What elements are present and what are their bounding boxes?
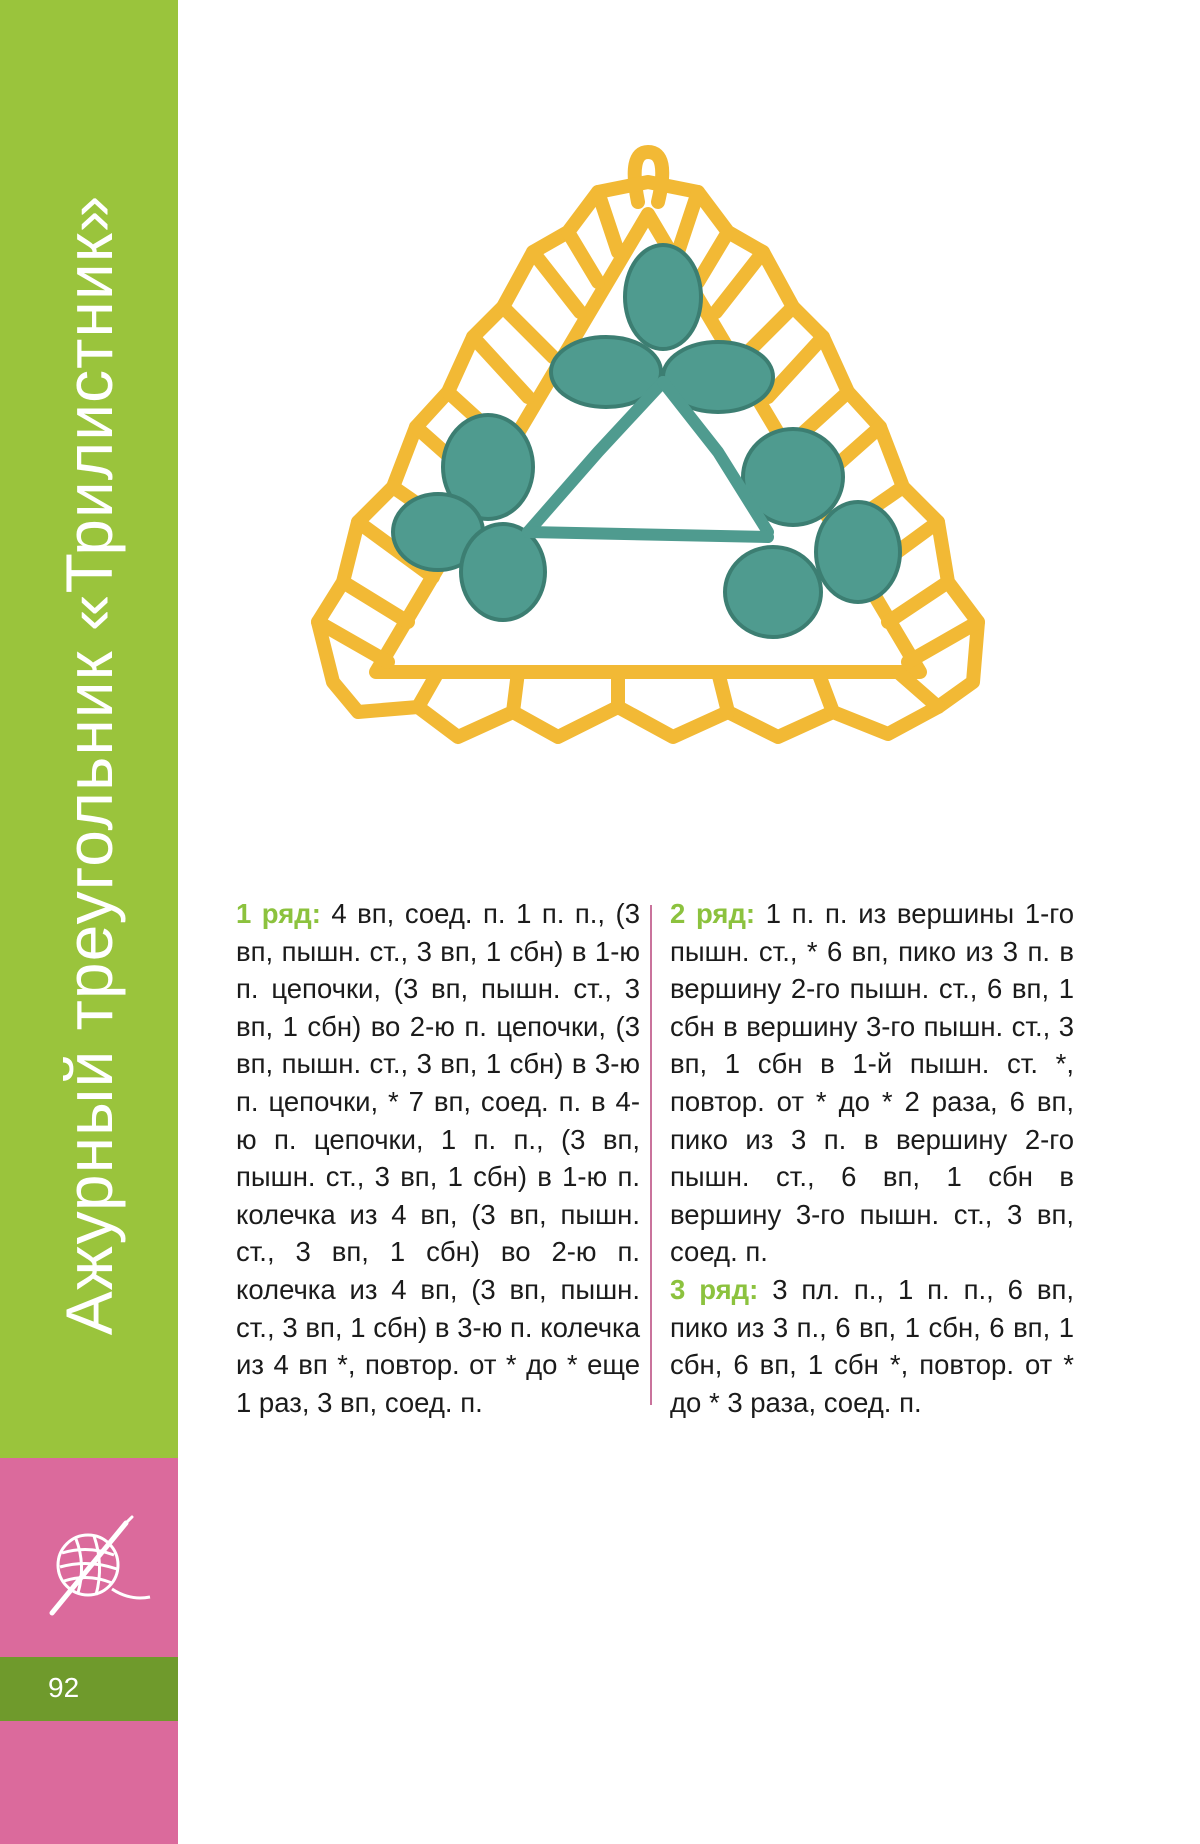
row-1-label: 1 ряд:: [236, 898, 321, 929]
instructions-right-column: [670, 895, 1074, 1421]
row-3-label: 3 ряд:: [670, 1273, 759, 1305]
page-title: Ажурный треугольник «Трилистник»: [52, 194, 126, 1336]
row-3-instruction: [670, 1271, 1074, 1421]
row-2-instruction: [670, 895, 1074, 1271]
instructions-left-column: [236, 895, 640, 1421]
row-1-text: 4 вп, соед. п. 1 п. п., (3 вп, пышн. ст., 3 вп, 1 сбн) в 1-ю п. цепочки, (3 вп, пышн. ст., 3 вп, 1 сбн) во 2-ю п. цепочки, (3 вп, пышн. ст., 3 вп, 1 сбн) в 3-ю п. цепочки, * 7 вп, соед. п. в 4-ю п. цепочки, 1 п. п., (3 вп, пышн. ст., 3 вп, 1 сбн) в 1-ю п. колечка из 4 вп, (3 вп, пышн. ст., 3 вп, 1 сбн) во 2-ю п. колечка из 4 вп, (3 вп, пышн. ст., 3 вп, 1 сбн) в 3-ю п. колечка из 4 вп *, повтор. от * до * еще 1 раз, 3 вп, соед. п.: [236, 898, 640, 1418]
column-divider: [650, 905, 652, 1405]
yarn-ball-hook-icon: [38, 1505, 158, 1625]
row-1-instruction: [236, 895, 640, 1421]
row-2-text: 1 п. п. из вершины 1-го пышн. ст., * 6 вп, пико из 3 п. в вершину 2-го пышн. ст., 6 вп, 1 сбн в вершину 3-го пышн. ст., 3 вп, 1 сбн в 1-й пышн. ст. *, повтор. от * до * 2 раза, 6 вп, пико из 3 п. в вершину 2-го пышн. ст., 6 вп, 1 сбн в вершину 3-го пышн. ст., 3 вп, соед. п.: [670, 898, 1075, 1268]
crochet-motif-photo: [298, 122, 998, 782]
row-2-label: 2 ряд:: [670, 898, 756, 929]
row-3-text: 3 пл. п., 1 п. п., 6 вп, пико из 3 п., 6 вп, 1 сбн, 6 вп, 1 сбн, 6 вп, 1 сбн *, повтор. от * до * 3 раза, соед. п.: [670, 1273, 1074, 1418]
page-number: 92: [48, 1672, 80, 1703]
page-number-band: [0, 1657, 178, 1721]
